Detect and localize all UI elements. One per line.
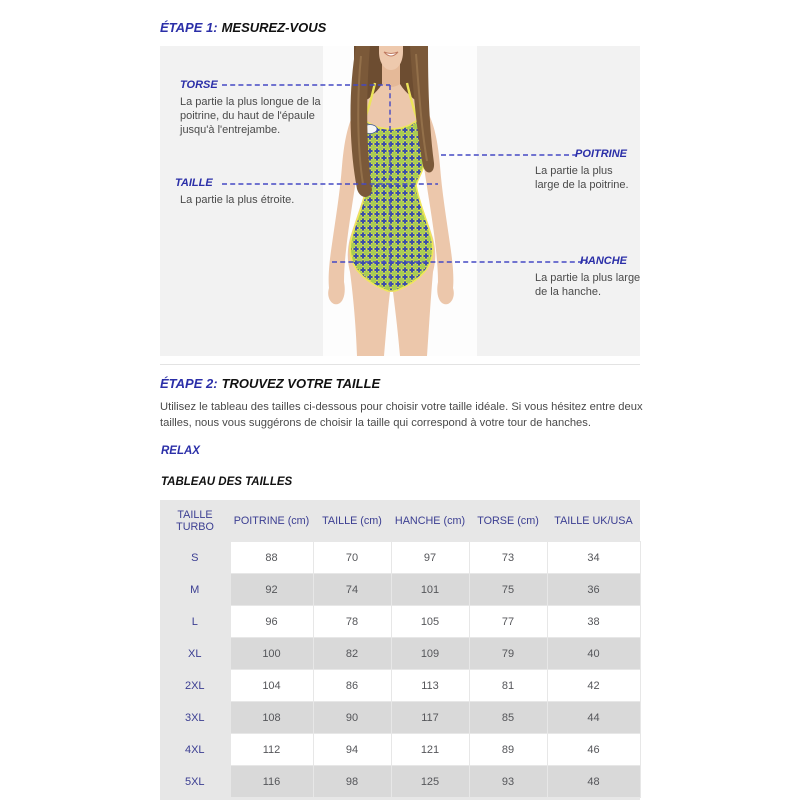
table-row xyxy=(160,542,640,574)
value-cell: 116 xyxy=(230,766,313,798)
step2-heading xyxy=(160,376,380,391)
value-cell: 104 xyxy=(230,670,313,702)
hanche-label: HANCHE xyxy=(579,255,627,267)
value-cell: 90 xyxy=(313,702,391,734)
value-cell: 112 xyxy=(230,734,313,766)
value-cell: 121 xyxy=(391,734,469,766)
value-cell: 109 xyxy=(391,638,469,670)
size-cell: 2XL xyxy=(160,670,230,702)
value-cell: 77 xyxy=(469,606,547,638)
table-row xyxy=(160,670,640,702)
value-cell: 94 xyxy=(313,734,391,766)
column-header: TAILLE TURBO xyxy=(176,508,214,533)
torse-label: TORSE xyxy=(180,79,218,91)
size-table-body xyxy=(160,542,640,798)
size-cell: 3XL xyxy=(160,702,230,734)
value-cell: 101 xyxy=(391,574,469,606)
column-header: POITRINE (cm) xyxy=(233,514,310,527)
table-row xyxy=(160,734,640,766)
value-cell: 40 xyxy=(547,638,640,670)
poitrine-label: POITRINE xyxy=(575,148,627,160)
taille-description: La partie la plus étroite. xyxy=(180,194,295,206)
value-cell: 108 xyxy=(230,702,313,734)
size-cell: 5XL xyxy=(160,766,230,798)
size-table xyxy=(160,500,641,798)
value-cell: 78 xyxy=(313,606,391,638)
size-table-title: TABLEAU DES TAILLES xyxy=(161,476,293,488)
value-cell: 88 xyxy=(230,542,313,574)
column-header: HANCHE (cm) xyxy=(394,514,466,527)
value-cell: 46 xyxy=(547,734,640,766)
step1-title: MESUREZ-VOUS xyxy=(221,20,327,35)
size-cell: M xyxy=(160,574,230,606)
value-cell: 81 xyxy=(469,670,547,702)
step2-title: TROUVEZ VOTRE TAILLE xyxy=(221,376,381,391)
section-divider xyxy=(160,364,640,365)
hanche-description: La partie la plus large de la hanche. xyxy=(535,272,641,298)
value-cell: 36 xyxy=(547,574,640,606)
column-header: TAILLE UK/USA xyxy=(554,514,633,527)
size-table-container xyxy=(160,500,640,800)
measurement-figure xyxy=(160,46,640,356)
torse-description: La partie la plus longue de la poitrine, du haut de l'épaule jusqu'à l'entrejambe. xyxy=(180,96,321,136)
table-row xyxy=(160,574,640,606)
step1-heading xyxy=(160,20,326,35)
value-cell: 100 xyxy=(230,638,313,670)
value-cell: 105 xyxy=(391,606,469,638)
size-table-header xyxy=(160,500,640,542)
value-cell: 70 xyxy=(313,542,391,574)
poitrine-description: La partie la plus large de la poitrine. xyxy=(535,165,629,191)
taille-label: TAILLE xyxy=(175,177,213,189)
value-cell: 117 xyxy=(391,702,469,734)
value-cell: 93 xyxy=(469,766,547,798)
size-advice-paragraph: Utilisez le tableau des tailles ci-dessous pour choisir votre taille idéale. Si vous hésitez entre deux tailles, nous vous suggérons de choisir la taille qui correspond à votre tour de hanches. xyxy=(160,401,643,429)
column-header: TAILLE (cm) xyxy=(322,514,382,527)
value-cell: 125 xyxy=(391,766,469,798)
value-cell: 97 xyxy=(391,542,469,574)
table-row xyxy=(160,606,640,638)
value-cell: 113 xyxy=(391,670,469,702)
value-cell: 44 xyxy=(547,702,640,734)
value-cell: 86 xyxy=(313,670,391,702)
step1-prefix: ÉTAPE 1: xyxy=(160,20,218,35)
size-cell: 4XL xyxy=(160,734,230,766)
value-cell: 85 xyxy=(469,702,547,734)
column-header: TORSE (cm) xyxy=(477,514,539,527)
value-cell: 92 xyxy=(230,574,313,606)
value-cell: 73 xyxy=(469,542,547,574)
value-cell: 48 xyxy=(547,766,640,798)
step2-prefix: ÉTAPE 2: xyxy=(160,376,218,391)
table-row xyxy=(160,638,640,670)
table-row xyxy=(160,766,640,798)
value-cell: 42 xyxy=(547,670,640,702)
size-cell: S xyxy=(160,542,230,574)
size-cell: XL xyxy=(160,638,230,670)
size-cell: L xyxy=(160,606,230,638)
collection-name: RELAX xyxy=(161,445,200,457)
value-cell: 74 xyxy=(313,574,391,606)
table-row xyxy=(160,702,640,734)
value-cell: 38 xyxy=(547,606,640,638)
value-cell: 82 xyxy=(313,638,391,670)
value-cell: 98 xyxy=(313,766,391,798)
value-cell: 34 xyxy=(547,542,640,574)
value-cell: 75 xyxy=(469,574,547,606)
value-cell: 96 xyxy=(230,606,313,638)
value-cell: 79 xyxy=(469,638,547,670)
value-cell: 89 xyxy=(469,734,547,766)
